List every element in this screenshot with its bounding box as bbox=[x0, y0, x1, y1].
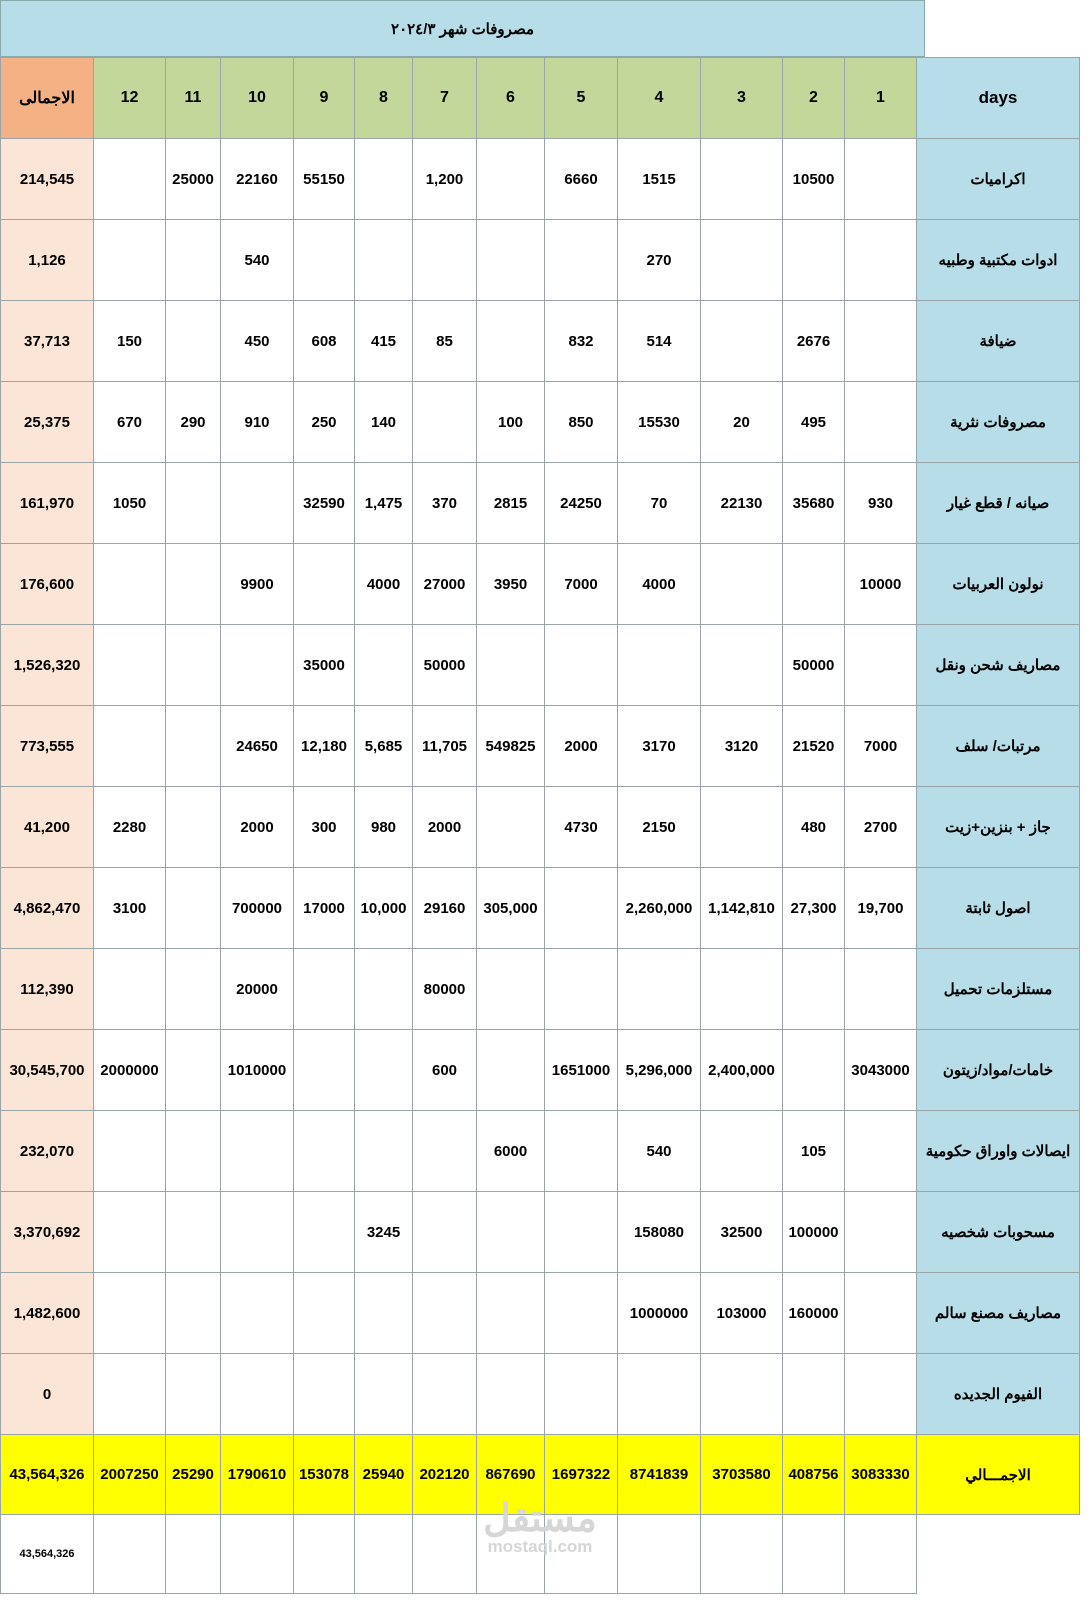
table-cell[interactable]: 35000 bbox=[294, 625, 355, 706]
header-day[interactable]: 8 bbox=[355, 58, 413, 139]
empty-cell[interactable] bbox=[94, 1515, 166, 1594]
table-cell[interactable]: 32590 bbox=[294, 463, 355, 544]
table-row bbox=[1, 139, 1080, 220]
table-cell[interactable] bbox=[477, 139, 545, 220]
table-cell[interactable]: 24650 bbox=[221, 706, 294, 787]
table-cell[interactable]: 495 bbox=[783, 382, 845, 463]
table-cell[interactable]: 15530 bbox=[618, 382, 701, 463]
table-cell[interactable]: 105 bbox=[783, 1111, 845, 1192]
table-row bbox=[1, 868, 1080, 949]
table-cell[interactable]: 100 bbox=[477, 382, 545, 463]
table-cell[interactable]: 27,300 bbox=[783, 868, 845, 949]
table-cell[interactable] bbox=[413, 220, 477, 301]
table-cell[interactable]: 6000 bbox=[477, 1111, 545, 1192]
table-cell[interactable] bbox=[94, 1273, 166, 1354]
table-cell[interactable]: 250 bbox=[294, 382, 355, 463]
table-cell[interactable]: 1,142,810 bbox=[701, 868, 783, 949]
table-cell[interactable]: 832 bbox=[545, 301, 618, 382]
table-cell[interactable]: 20 bbox=[701, 382, 783, 463]
table-cell[interactable] bbox=[294, 544, 355, 625]
table-row bbox=[1, 1273, 1080, 1354]
table-cell[interactable]: 70 bbox=[618, 463, 701, 544]
table-cell[interactable] bbox=[783, 1354, 845, 1435]
table-cell[interactable]: 1,200 bbox=[413, 139, 477, 220]
table-cell[interactable] bbox=[701, 220, 783, 301]
row-label[interactable]: الفيوم الجديده bbox=[917, 1354, 1080, 1435]
table-cell[interactable]: 514 bbox=[618, 301, 701, 382]
row-label[interactable]: ضيافة bbox=[917, 301, 1080, 382]
table-cell[interactable] bbox=[355, 1111, 413, 1192]
table-cell[interactable]: 9900 bbox=[221, 544, 294, 625]
table-row bbox=[1, 1111, 1080, 1192]
table-cell[interactable] bbox=[94, 949, 166, 1030]
table-cell[interactable] bbox=[166, 949, 221, 1030]
row-total[interactable]: 41,200 bbox=[1, 787, 94, 868]
table-cell[interactable]: 150 bbox=[94, 301, 166, 382]
table-cell[interactable]: 35680 bbox=[783, 463, 845, 544]
table-row bbox=[1, 1192, 1080, 1273]
row-total[interactable]: 1,526,320 bbox=[1, 625, 94, 706]
table-cell[interactable]: 2000 bbox=[221, 787, 294, 868]
table-row bbox=[1, 949, 1080, 1030]
table-cell[interactable] bbox=[166, 220, 221, 301]
table-cell[interactable] bbox=[783, 544, 845, 625]
table-cell[interactable] bbox=[94, 139, 166, 220]
row-label[interactable]: خامات/مواد/زيتون bbox=[917, 1030, 1080, 1111]
row-label[interactable]: اصول ثابتة bbox=[917, 868, 1080, 949]
table-cell[interactable] bbox=[477, 1192, 545, 1273]
table-cell[interactable] bbox=[701, 1354, 783, 1435]
table-cell[interactable]: 2000 bbox=[413, 787, 477, 868]
sum-cell[interactable]: 1790610 bbox=[221, 1435, 294, 1515]
table-cell[interactable] bbox=[545, 1192, 618, 1273]
table-cell[interactable] bbox=[845, 1111, 917, 1192]
table-cell[interactable]: 85 bbox=[413, 301, 477, 382]
table-row bbox=[1, 1354, 1080, 1435]
table-row bbox=[1, 301, 1080, 382]
header-day[interactable]: 10 bbox=[221, 58, 294, 139]
table-cell[interactable] bbox=[618, 949, 701, 1030]
table-cell[interactable]: 140 bbox=[355, 382, 413, 463]
table-cell[interactable] bbox=[701, 625, 783, 706]
sum-cell[interactable]: 25940 bbox=[355, 1435, 413, 1515]
table-cell[interactable]: 1,475 bbox=[355, 463, 413, 544]
table-cell[interactable] bbox=[94, 1111, 166, 1192]
table-cell[interactable] bbox=[94, 625, 166, 706]
table-cell[interactable]: 2000 bbox=[545, 706, 618, 787]
table-cell[interactable]: 1010000 bbox=[221, 1030, 294, 1111]
table-cell[interactable]: 3170 bbox=[618, 706, 701, 787]
table-cell[interactable] bbox=[166, 706, 221, 787]
table-cell[interactable] bbox=[545, 1354, 618, 1435]
table-cell[interactable]: 80000 bbox=[413, 949, 477, 1030]
footer-row bbox=[1, 1515, 1080, 1594]
table-cell[interactable] bbox=[166, 1111, 221, 1192]
table-cell[interactable] bbox=[845, 949, 917, 1030]
table-row bbox=[1, 1030, 1080, 1111]
watermark-en: mostaql.com bbox=[487, 1537, 593, 1556]
table-cell[interactable] bbox=[701, 544, 783, 625]
table-cell[interactable] bbox=[294, 1192, 355, 1273]
table-cell[interactable] bbox=[477, 787, 545, 868]
table-cell[interactable] bbox=[355, 625, 413, 706]
table-cell[interactable] bbox=[477, 220, 545, 301]
header-day[interactable]: 5 bbox=[545, 58, 618, 139]
table-cell[interactable] bbox=[94, 1354, 166, 1435]
table-cell[interactable]: 22160 bbox=[221, 139, 294, 220]
table-cell[interactable] bbox=[545, 220, 618, 301]
sum-cell[interactable]: 1697322 bbox=[545, 1435, 618, 1515]
table-cell[interactable] bbox=[166, 463, 221, 544]
table-cell[interactable]: 305,000 bbox=[477, 868, 545, 949]
table-cell[interactable]: 103000 bbox=[701, 1273, 783, 1354]
empty-cell[interactable] bbox=[545, 1515, 618, 1594]
table-cell[interactable]: 2815 bbox=[477, 463, 545, 544]
table-row bbox=[1, 625, 1080, 706]
row-label[interactable]: جاز + بنزين+زيت bbox=[917, 787, 1080, 868]
table-cell[interactable]: 21520 bbox=[783, 706, 845, 787]
table-cell[interactable]: 670 bbox=[94, 382, 166, 463]
table-cell[interactable] bbox=[783, 220, 845, 301]
table-cell[interactable]: 5,685 bbox=[355, 706, 413, 787]
table-cell[interactable] bbox=[618, 625, 701, 706]
table-cell[interactable] bbox=[618, 1354, 701, 1435]
table-cell[interactable] bbox=[783, 1030, 845, 1111]
table-cell[interactable]: 3120 bbox=[701, 706, 783, 787]
row-total[interactable]: 37,713 bbox=[1, 301, 94, 382]
table-cell[interactable] bbox=[845, 382, 917, 463]
table-row bbox=[1, 544, 1080, 625]
header-day[interactable]: 2 bbox=[783, 58, 845, 139]
table-cell[interactable]: 3043000 bbox=[845, 1030, 917, 1111]
table-cell[interactable] bbox=[355, 220, 413, 301]
header-day[interactable]: 11 bbox=[166, 58, 221, 139]
table-cell[interactable] bbox=[166, 787, 221, 868]
sum-cell[interactable]: 202120 bbox=[413, 1435, 477, 1515]
table-cell[interactable] bbox=[355, 949, 413, 1030]
header-day[interactable]: 9 bbox=[294, 58, 355, 139]
table-cell[interactable] bbox=[477, 1273, 545, 1354]
table-cell[interactable]: 4000 bbox=[618, 544, 701, 625]
empty-cell[interactable] bbox=[917, 1515, 1080, 1594]
sum-cell[interactable]: 3703580 bbox=[701, 1435, 783, 1515]
row-total[interactable]: 1,126 bbox=[1, 220, 94, 301]
table-cell[interactable] bbox=[294, 1030, 355, 1111]
table-cell[interactable] bbox=[845, 220, 917, 301]
table-cell[interactable] bbox=[221, 625, 294, 706]
sum-label[interactable]: الاجمـــالي bbox=[917, 1435, 1080, 1515]
table-cell[interactable]: 1651000 bbox=[545, 1030, 618, 1111]
header-day[interactable]: 3 bbox=[701, 58, 783, 139]
row-total[interactable]: 3,370,692 bbox=[1, 1192, 94, 1273]
sum-row bbox=[1, 1435, 1080, 1515]
table-cell[interactable] bbox=[545, 949, 618, 1030]
header-row bbox=[1, 58, 1080, 139]
sum-cell[interactable]: 867690 bbox=[477, 1435, 545, 1515]
table-cell[interactable]: 4730 bbox=[545, 787, 618, 868]
row-total[interactable]: 232,070 bbox=[1, 1111, 94, 1192]
header-day[interactable]: 4 bbox=[618, 58, 701, 139]
table-cell[interactable]: 1050 bbox=[94, 463, 166, 544]
table-cell[interactable]: 2,260,000 bbox=[618, 868, 701, 949]
table-cell[interactable]: 10000 bbox=[845, 544, 917, 625]
table-cell[interactable] bbox=[845, 1354, 917, 1435]
header-day[interactable]: 12 bbox=[94, 58, 166, 139]
table-cell[interactable]: 17000 bbox=[294, 868, 355, 949]
table-cell[interactable]: 10,000 bbox=[355, 868, 413, 949]
table-cell[interactable]: 10500 bbox=[783, 139, 845, 220]
table-cell[interactable]: 370 bbox=[413, 463, 477, 544]
row-total[interactable]: 4,862,470 bbox=[1, 868, 94, 949]
row-label[interactable]: نولون العربيات bbox=[917, 544, 1080, 625]
row-label[interactable]: صيانه / قطع غيار bbox=[917, 463, 1080, 544]
table-cell[interactable] bbox=[94, 220, 166, 301]
row-total[interactable]: 25,375 bbox=[1, 382, 94, 463]
table-cell[interactable] bbox=[413, 1354, 477, 1435]
table-cell[interactable] bbox=[166, 1192, 221, 1273]
expenses-table bbox=[0, 57, 1080, 1594]
table-cell[interactable]: 3245 bbox=[355, 1192, 413, 1273]
table-cell[interactable]: 5,296,000 bbox=[618, 1030, 701, 1111]
row-total[interactable]: 773,555 bbox=[1, 706, 94, 787]
row-label[interactable]: مصاريف شحن ونقل bbox=[917, 625, 1080, 706]
empty-cell[interactable] bbox=[413, 1515, 477, 1594]
table-cell[interactable]: 2280 bbox=[94, 787, 166, 868]
table-cell[interactable] bbox=[413, 382, 477, 463]
row-total[interactable]: 161,970 bbox=[1, 463, 94, 544]
table-cell[interactable]: 4000 bbox=[355, 544, 413, 625]
table-cell[interactable] bbox=[845, 139, 917, 220]
table-cell[interactable] bbox=[477, 1354, 545, 1435]
empty-cell[interactable] bbox=[294, 1515, 355, 1594]
table-cell[interactable] bbox=[294, 949, 355, 1030]
table-row bbox=[1, 706, 1080, 787]
table-cell[interactable]: 415 bbox=[355, 301, 413, 382]
table-cell[interactable]: 50000 bbox=[783, 625, 845, 706]
table-cell[interactable] bbox=[221, 1111, 294, 1192]
row-label[interactable]: ايصالات واوراق حكومية bbox=[917, 1111, 1080, 1192]
table-cell[interactable] bbox=[166, 1030, 221, 1111]
table-cell[interactable] bbox=[701, 787, 783, 868]
empty-cell[interactable] bbox=[477, 1515, 545, 1594]
table-cell[interactable]: 25000 bbox=[166, 139, 221, 220]
table-cell[interactable] bbox=[355, 1273, 413, 1354]
header-day[interactable]: 1 bbox=[845, 58, 917, 139]
row-total[interactable]: 176,600 bbox=[1, 544, 94, 625]
table-cell[interactable]: 2700 bbox=[845, 787, 917, 868]
table-cell[interactable] bbox=[166, 625, 221, 706]
table-cell[interactable]: 100000 bbox=[783, 1192, 845, 1273]
table-cell[interactable] bbox=[221, 1192, 294, 1273]
table-cell[interactable] bbox=[221, 463, 294, 544]
sum-cell[interactable]: 153078 bbox=[294, 1435, 355, 1515]
sheet-title: مصروفات شهر ٢٠٢٤/٣ bbox=[0, 0, 925, 57]
table-cell[interactable]: 158080 bbox=[618, 1192, 701, 1273]
table-cell[interactable]: 24250 bbox=[545, 463, 618, 544]
table-row bbox=[1, 220, 1080, 301]
row-total[interactable]: 0 bbox=[1, 1354, 94, 1435]
table-cell[interactable]: 700000 bbox=[221, 868, 294, 949]
table-cell[interactable]: 2676 bbox=[783, 301, 845, 382]
table-cell[interactable] bbox=[166, 1273, 221, 1354]
table-cell[interactable] bbox=[166, 1354, 221, 1435]
table-cell[interactable] bbox=[94, 1192, 166, 1273]
watermark-ar: مستقل bbox=[483, 1498, 597, 1540]
table-cell[interactable]: 7000 bbox=[545, 544, 618, 625]
row-label[interactable]: مستلزمات تحميل bbox=[917, 949, 1080, 1030]
row-label[interactable]: اكراميات bbox=[917, 139, 1080, 220]
sum-cell[interactable]: 408756 bbox=[783, 1435, 845, 1515]
table-cell[interactable] bbox=[545, 868, 618, 949]
table-cell[interactable]: 980 bbox=[355, 787, 413, 868]
table-cell[interactable]: 55150 bbox=[294, 139, 355, 220]
table-cell[interactable] bbox=[166, 868, 221, 949]
header-day[interactable]: 6 bbox=[477, 58, 545, 139]
table-cell[interactable] bbox=[221, 1354, 294, 1435]
empty-cell[interactable] bbox=[845, 1515, 917, 1594]
row-total[interactable]: 1,482,600 bbox=[1, 1273, 94, 1354]
header-day[interactable]: 7 bbox=[413, 58, 477, 139]
sum-cell[interactable]: 25290 bbox=[166, 1435, 221, 1515]
row-label[interactable]: مصروفات نثرية bbox=[917, 382, 1080, 463]
table-cell[interactable]: 549825 bbox=[477, 706, 545, 787]
table-cell[interactable] bbox=[166, 544, 221, 625]
table-cell[interactable]: 540 bbox=[221, 220, 294, 301]
table-cell[interactable]: 910 bbox=[221, 382, 294, 463]
row-total[interactable]: 214,545 bbox=[1, 139, 94, 220]
row-label[interactable]: ادوات مكتبية وطبيه bbox=[917, 220, 1080, 301]
table-cell[interactable]: 50000 bbox=[413, 625, 477, 706]
table-cell[interactable] bbox=[477, 1030, 545, 1111]
empty-cell[interactable] bbox=[221, 1515, 294, 1594]
table-cell[interactable] bbox=[845, 1192, 917, 1273]
table-cell[interactable]: 540 bbox=[618, 1111, 701, 1192]
table-body bbox=[1, 58, 1080, 1594]
table-row bbox=[1, 787, 1080, 868]
table-cell[interactable]: 930 bbox=[845, 463, 917, 544]
table-cell[interactable]: 608 bbox=[294, 301, 355, 382]
table-cell[interactable] bbox=[477, 301, 545, 382]
table-cell[interactable]: 7000 bbox=[845, 706, 917, 787]
table-cell[interactable] bbox=[413, 1111, 477, 1192]
table-cell[interactable] bbox=[701, 949, 783, 1030]
table-cell[interactable] bbox=[477, 625, 545, 706]
table-cell[interactable] bbox=[94, 544, 166, 625]
row-total[interactable]: 112,390 bbox=[1, 949, 94, 1030]
table-cell[interactable] bbox=[701, 139, 783, 220]
table-cell[interactable]: 450 bbox=[221, 301, 294, 382]
table-cell[interactable] bbox=[477, 949, 545, 1030]
table-cell[interactable]: 600 bbox=[413, 1030, 477, 1111]
sum-cell[interactable]: 3083330 bbox=[845, 1435, 917, 1515]
table-cell[interactable] bbox=[355, 139, 413, 220]
table-cell[interactable] bbox=[413, 1192, 477, 1273]
table-cell[interactable]: 3950 bbox=[477, 544, 545, 625]
table-cell[interactable]: 22130 bbox=[701, 463, 783, 544]
empty-cell[interactable] bbox=[355, 1515, 413, 1594]
row-label[interactable]: مصاريف مصنع سالم bbox=[917, 1273, 1080, 1354]
table-cell[interactable] bbox=[166, 301, 221, 382]
table-cell[interactable]: 290 bbox=[166, 382, 221, 463]
table-cell[interactable] bbox=[413, 1273, 477, 1354]
empty-cell[interactable] bbox=[166, 1515, 221, 1594]
table-cell[interactable]: 11,705 bbox=[413, 706, 477, 787]
table-cell[interactable]: 2000000 bbox=[94, 1030, 166, 1111]
sum-cell[interactable]: 8741839 bbox=[618, 1435, 701, 1515]
sum-cell[interactable]: 2007250 bbox=[94, 1435, 166, 1515]
table-cell[interactable] bbox=[221, 1273, 294, 1354]
table-cell[interactable] bbox=[783, 949, 845, 1030]
table-cell[interactable] bbox=[355, 1030, 413, 1111]
table-cell[interactable]: 2,400,000 bbox=[701, 1030, 783, 1111]
header-days-label[interactable]: days bbox=[917, 58, 1080, 139]
table-cell[interactable]: 19,700 bbox=[845, 868, 917, 949]
table-cell[interactable] bbox=[94, 706, 166, 787]
table-cell[interactable]: 12,180 bbox=[294, 706, 355, 787]
table-cell[interactable] bbox=[845, 1273, 917, 1354]
table-cell[interactable] bbox=[845, 625, 917, 706]
table-cell[interactable]: 32500 bbox=[701, 1192, 783, 1273]
table-cell[interactable]: 2150 bbox=[618, 787, 701, 868]
row-total[interactable]: 30,545,700 bbox=[1, 1030, 94, 1111]
table-cell[interactable]: 1000000 bbox=[618, 1273, 701, 1354]
table-cell[interactable]: 300 bbox=[294, 787, 355, 868]
table-cell[interactable]: 27000 bbox=[413, 544, 477, 625]
table-cell[interactable] bbox=[845, 301, 917, 382]
table-cell[interactable] bbox=[294, 220, 355, 301]
table-cell[interactable] bbox=[294, 1111, 355, 1192]
table-row bbox=[1, 382, 1080, 463]
table-cell[interactable]: 850 bbox=[545, 382, 618, 463]
sum-total[interactable]: 43,564,326 bbox=[1, 1435, 94, 1515]
row-label[interactable]: مرتبات/ سلف bbox=[917, 706, 1080, 787]
table-cell[interactable]: 3100 bbox=[94, 868, 166, 949]
table-cell[interactable] bbox=[355, 1354, 413, 1435]
table-cell[interactable] bbox=[294, 1354, 355, 1435]
table-cell[interactable]: 270 bbox=[618, 220, 701, 301]
empty-cell[interactable] bbox=[618, 1515, 701, 1594]
table-cell[interactable] bbox=[545, 1111, 618, 1192]
footer-total[interactable]: 43,564,326 bbox=[1, 1515, 94, 1594]
table-cell[interactable]: 6660 bbox=[545, 139, 618, 220]
empty-cell[interactable] bbox=[783, 1515, 845, 1594]
row-label[interactable]: مسحوبات شخصيه bbox=[917, 1192, 1080, 1273]
empty-cell[interactable] bbox=[701, 1515, 783, 1594]
table-cell[interactable]: 1515 bbox=[618, 139, 701, 220]
table-cell[interactable] bbox=[701, 1111, 783, 1192]
table-cell[interactable]: 29160 bbox=[413, 868, 477, 949]
table-row bbox=[1, 463, 1080, 544]
table-cell[interactable]: 480 bbox=[783, 787, 845, 868]
table-cell[interactable] bbox=[545, 625, 618, 706]
table-cell[interactable] bbox=[701, 301, 783, 382]
table-cell[interactable]: 20000 bbox=[221, 949, 294, 1030]
table-cell[interactable] bbox=[545, 1273, 618, 1354]
table-cell[interactable]: 160000 bbox=[783, 1273, 845, 1354]
header-total[interactable]: الاجمالى bbox=[1, 58, 94, 139]
table-cell[interactable] bbox=[294, 1273, 355, 1354]
